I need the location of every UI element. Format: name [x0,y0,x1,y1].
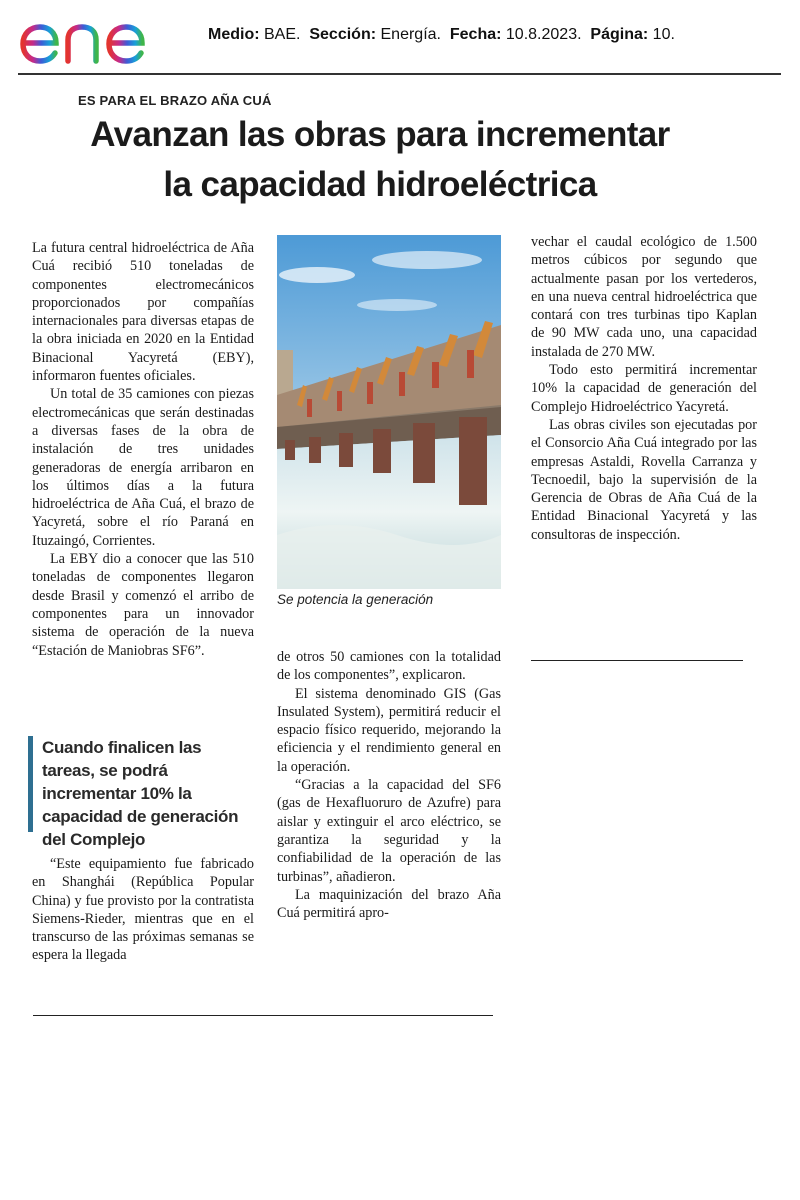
enel-logo [18,8,186,66]
fecha-label: Fecha: [449,26,502,43]
paragraph: La maquinización del brazo Aña Cuá permitirá apro- [277,886,501,922]
header-divider [18,73,781,75]
article-headline [60,110,700,210]
medio-value: BAE. [264,26,301,43]
paragraph: de otros 50 camiones con la totalidad de los componentes”, explicaron. [277,649,501,684]
pagina-value: 10. [652,26,675,43]
paragraph: La futura central hidroeléctrica de Aña Cuá recibió 510 toneladas de componentes electromecánicos proporcionados por compañías internacionales para diversas etapas de la obra iniciada en 2020 en la Entidad Binacional Yacyretá (EBY), informaron fuentes oficiales. [32,240,254,385]
photo-caption: Se potencia la generación [277,592,434,607]
article-kicker: ES PARA EL BRAZO AÑA CUÁ [78,93,272,108]
article-column-1-continued [32,855,254,965]
article-column-1 [32,239,254,660]
column-end-divider [531,660,743,661]
seccion-label: Sección: [309,26,377,43]
paragraph: La EBY dio a conocer que las 510 toneladas de componentes llegaron desde Brasil y comenzó el arribo de componentes para un innovador sistema de operación de la nueva “Estación de Maniobras SF6”. [32,551,254,659]
dam-spillway-photo [277,235,501,589]
paragraph: El sistema denominado GIS (Gas Insulated System), permitirá reducir el espacio físico requerido, mejorando la eficiencia y el rendimiento general en la operación. [277,685,501,775]
pagina-label: Página: [590,26,649,43]
paragraph: “Gracias a la capacidad del SF6 (gas de Hexafluoruro de Azufre) para aislar y extinguir el arco eléctrico, se garantiza la seguridad y la confiabilidad de la operación de las turbinas”, añadieron. [277,777,501,885]
paragraph: vechar el caudal ecológico de 1.500 metros cúbicos por segundo que actualmente pasan por los vertederos, en una nueva central hidroeléctrica que contará con tres turbinas tipo Kaplan de 90 MW cada uno, una capacidad instalada de 270 MW. [531,234,757,360]
paragraph: Las obras civiles son ejecutadas por el Consorcio Aña Cuá integrado por las empresas Astaldi, Rovella Carranza y Tecnoedil, bajo la supervisión de la Gerencia de Obras de Aña Cuá de la Entidad Binacional Yacyretá y las consultoras de inspección. [531,416,757,543]
seccion-value: Energía. [380,26,441,43]
article-column-2 [277,648,501,922]
medio-label: Medio: [208,26,260,43]
paragraph: “Este equipamiento fue fabricado en Shanghái (República Popular China) y fue provisto por la contratista Siemens-Rieder, mientras que en el transcurso de las próximas semanas se espera la llegada [32,856,254,964]
press-clip-metadata [208,26,675,44]
headline-line-2: la capacidad hidroeléctrica [163,165,597,204]
paragraph: Todo esto permitirá incrementar 10% la capacidad de generación del Complejo Hidroeléctrico Yacyretá. [531,362,757,415]
article-end-divider [33,1015,493,1016]
pull-quote-bar [28,736,33,832]
paragraph: Un total de 35 camiones con piezas electromecánicas que serán destinadas a diversas fases de la obra de instalación de tres unidades generadoras de energía arribaron en los últimos días a la futura hidroeléctrica de Aña Cuá, el brazo de Yacyretá, sobre el río Paraná en Ituzaingó, Corrientes. [32,386,254,549]
article-column-3 [531,233,757,544]
pull-quote [28,736,254,849]
pull-quote-text: Cuando finalicen las tareas, se podrá incrementar 10% la capacidad de generación del Complejo [42,738,239,849]
fecha-value: 10.8.2023. [505,26,582,43]
headline-line-1: Avanzan las obras para incrementar [90,115,670,154]
